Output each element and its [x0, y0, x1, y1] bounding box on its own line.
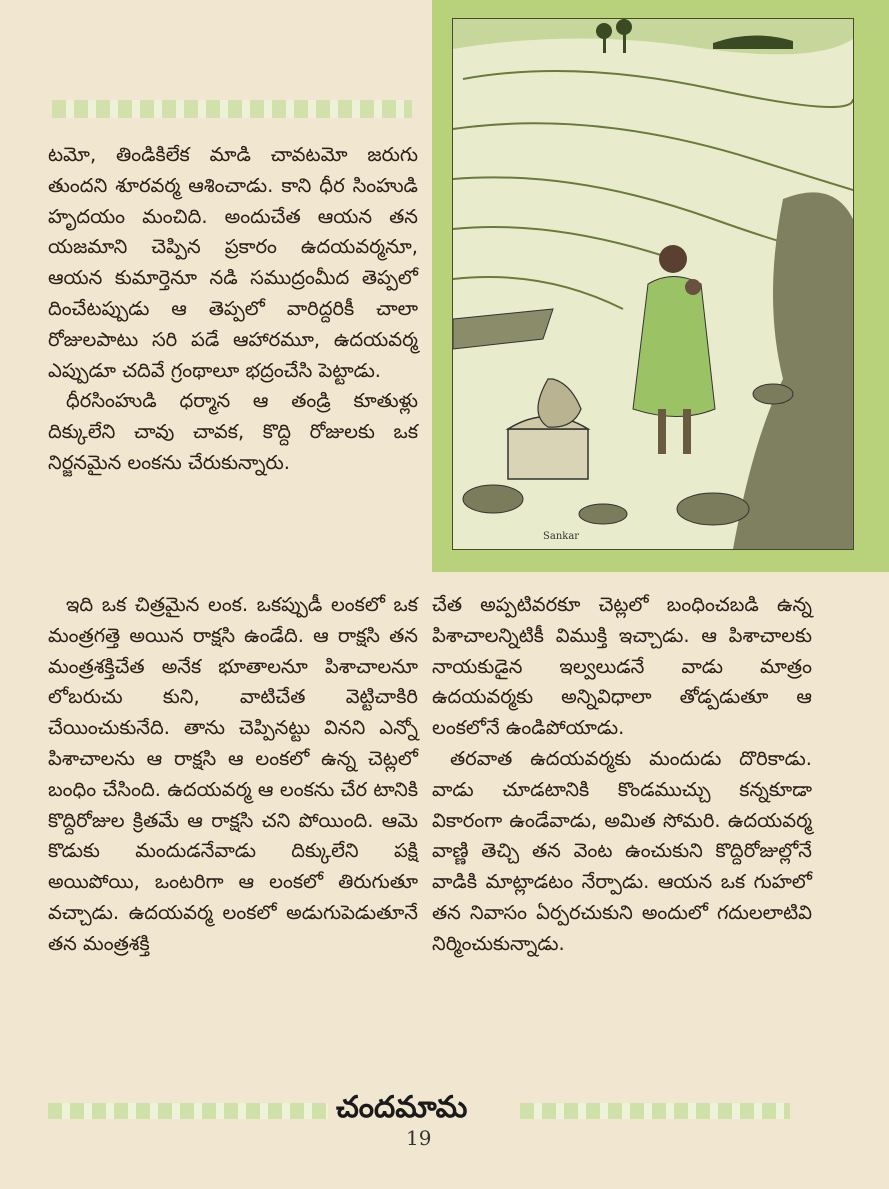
decorative-border-footer-left — [48, 1103, 328, 1119]
paragraph: ధీరసింహుడి ధర్మాన ఆ తండ్రి కూతుళ్లు దిక్కులేని చావు చావక, కొద్ది రోజులకు ఒక నిర్జనమైన లంకను చేరుకున్నారు. — [48, 389, 418, 474]
paragraph: టమో, తిండికిలేక మాడి చావటమో జరుగు తుందని శూరవర్మ ఆశించాడు. కాని ధీర సింహుడి హృదయం మంచిది. అందుచేత ఆయన తన యజమాని చెప్పిన ప్రకారం ఉదయవర్మనూ, ఆయన కుమార్తెనూ నడి సముద్రంమీద తెప్పలో దించేటప్పుడు ఆ తెప్పలో వారిద్దరికీ చాలా రోజులపాటు సరి పడే ఆహారమూ, ఉదయవర్మ ఎప్పుడూ చదివే గ్రంథాలూ భద్రంచేసి పెట్టాడు. — [48, 143, 418, 382]
left-column-bottom — [48, 590, 418, 960]
illustration — [452, 18, 854, 550]
paragraph: తరవాత ఉదయవర్మకు మందుడు దొరికాడు. వాడు చూడటానికి కొండముచ్చు కన్నకూడా వికారంగా ఉండేవాడు, అమిత సోమరి. ఉదయవర్మ వాణ్ణి తెచ్చి తన వెంట ఉంచుకుని కొద్దిరోజుల్లోనే వాడికి మాట్లాడటం నేర్పాడు. ఆయన ఒక గుహలో తన నివాసం ఏర్పరచుకుని అందులో గదులలాటివి నిర్మించుకున్నాడు. — [432, 746, 812, 955]
decorative-border-footer-right — [520, 1103, 790, 1119]
magazine-title: చందమామ — [336, 1090, 468, 1125]
page-number: 19 — [406, 1126, 432, 1150]
decorative-border-top — [52, 100, 412, 118]
left-column-top — [48, 140, 418, 479]
right-column — [432, 590, 812, 960]
paragraph: ఇది ఒక చిత్రమైన లంక. ఒకప్పుడీ లంకలో ఒక మంత్రగత్తె అయిన రాక్షసి ఉండేది. ఆ రాక్షసి తన మంత్రశక్తిచేత అనేక భూతాలనూ పిశాచాలనూ లోబరుచు కుని, వాటిచేత వెట్టిచాకిరి చేయించుకునేది. తాను చెప్పినట్టు వినని ఎన్నో పిశాచాలను ఆ రాక్షసి ఆ లంకలో ఉన్న చెట్లలో బంధిం చేసింది. ఉదయవర్మ ఆ లంకను చేర టానికి కొద్దిరోజుల క్రితమే ఆ రాక్షసి చని పోయింది. ఆమె కొడుకు మందుడనేవాడు దిక్కులేని పక్షి అయిపోయి, ఒంటరిగా ఆ లంకలో తిరుగుతూ వచ్చాడు. ఉదయవర్మ లంకలో అడుగుపెడుతూనే తన మంత్రశక్తి — [48, 593, 418, 955]
paragraph: చేత అప్పటివరకూ చెట్లలో బంధించబడి ఉన్న పిశాచాలన్నిటికీ విముక్తి ఇచ్చాడు. ఆ పిశాచాలకు నాయకుడైన ఇల్వలుడనే వాడు మాత్రం ఉదయవర్మకు అన్నివిధాలా తోడ్పడుతూ ఆ లంకలోనే ఉండిపోయాడు. — [432, 593, 812, 740]
shore-scene-illustration — [453, 19, 853, 549]
artist-signature: Sankar — [543, 531, 580, 542]
